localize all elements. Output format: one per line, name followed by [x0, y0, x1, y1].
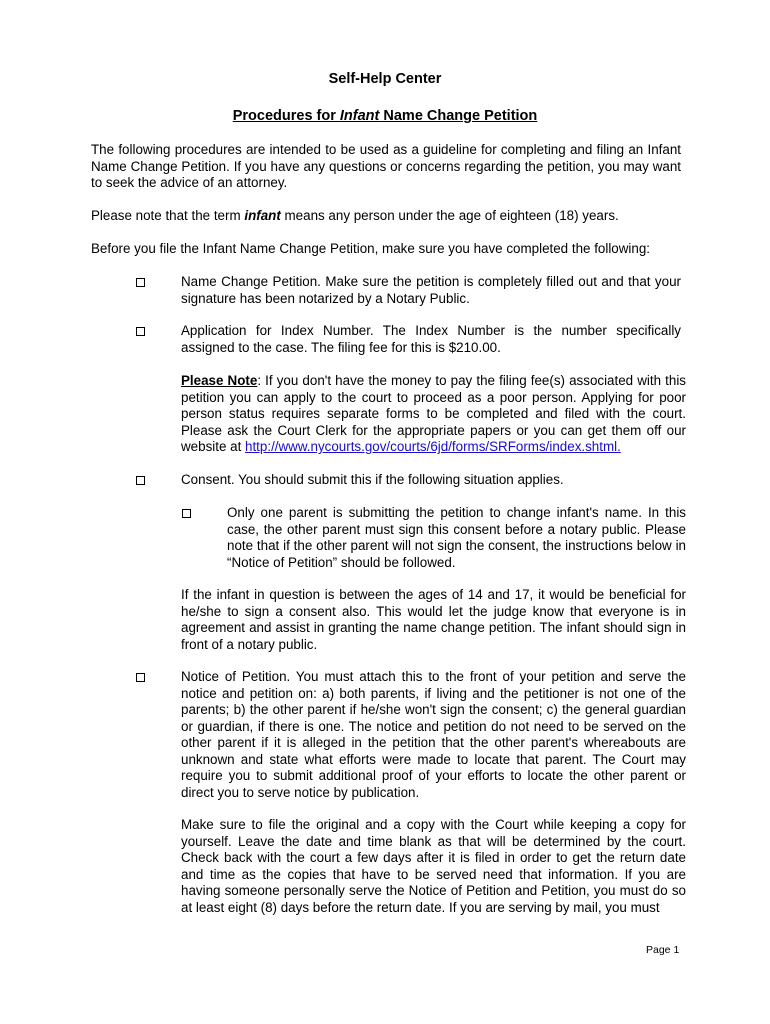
heading-text: [233, 108, 538, 124]
definition-pre: Please note that the term: [91, 208, 245, 223]
item-name-change: Name Change Petition. Make sure the petition is completely filled out and that your signature has been notarized by a Notary Public.: [181, 274, 681, 306]
heading-italic: Infant: [339, 108, 380, 124]
checkbox-name-change[interactable]: [136, 278, 145, 287]
item-consent: Consent. You should submit this if the following situation applies.: [181, 472, 564, 487]
website-link[interactable]: http://www.nycourts.gov/courts/6jd/forms/SRForms/index.shtml.: [245, 439, 621, 454]
checkbox-notice-of-petition[interactable]: [136, 673, 145, 682]
checkbox-consent[interactable]: [136, 476, 145, 485]
document-heading: [0, 108, 770, 125]
infant-definition: [91, 208, 691, 225]
please-note-paragraph: [181, 373, 686, 456]
please-note-label: Please Note: [181, 373, 258, 388]
consent-infant-paragraph: If the infant in question is between the ages of 14 and 17, it would be beneficial for he/she to sign a consent also. This would let the judge know that everyone is in agreement and assist in granting the name change petition. The infant should sign in front of a notary public.: [181, 587, 686, 652]
item-notice-of-petition: Notice of Petition. You must attach this to the front of your petition and serve the notice and petition on: a) both parents, if living and the petitioner is not one of the parents; b) the other parent if he/she won't sign the consent; c) the general guardian or guardian, if there is one. The notice and petition do not need to be served on the other parent if it is alleged in the petition that the other parent's whereabouts are unknown and state what efforts were made to locate that parent. The Court may require you to submit additional proof of your efforts to locate the other parent or direct you to serve notice by publication.: [181, 669, 686, 800]
heading-post: Name Change Petition: [379, 108, 538, 124]
checkbox-consent-sub[interactable]: [182, 509, 191, 518]
definition-post: means any person under the age of eighteen (18) years.: [280, 208, 619, 223]
intro-paragraph: The following procedures are intended to be used as a guideline for completing and filing an Infant Name Change Petition. If you have any questions or concerns regarding the petition, you may want to seek the advice of an attorney.: [91, 142, 681, 190]
definition-term: infant: [244, 208, 281, 223]
please-note-text: : If you don't have the money to pay the filing fee(s) associated with this petition you can apply to the court to proceed as a poor person. Applying for poor person status requires separate forms to be completed and filed with the court. Please ask the Court Clerk for the appropriate papers or you can get them off our website at: [181, 373, 687, 454]
item-index-number: Application for Index Number. The Index Number is the number specifically assigned to the case. The filing fee for this is $210.00.: [181, 323, 681, 355]
checklist-intro: Before you file the Infant Name Change Petition, make sure you have completed the following:: [91, 241, 651, 256]
heading-pre: Procedures for: [232, 108, 340, 124]
filing-paragraph: Make sure to file the original and a copy with the Court while keeping a copy for yourself. Leave the date and time blank as that will be determined by the court. Check back with the court a few days after it is filed in order to get the return date and time as the copies that have to be served need that information. If you are having someone personally serve the Notice of Petition and Petition, you must do so at least eight (8) days before the return date. If you are serving by mail, you must: [181, 817, 686, 915]
page-number: Page 1: [646, 944, 680, 956]
page-title: Self-Help Center: [328, 71, 442, 87]
checkbox-index-number[interactable]: [136, 327, 145, 336]
consent-sub-item: Only one parent is submitting the petition to change infant's name. In this case, the other parent must sign this consent before a notary public. Please note that if the other parent will not sign the consent, the instructions below in “Notice of Petition” should be followed.: [227, 505, 686, 570]
